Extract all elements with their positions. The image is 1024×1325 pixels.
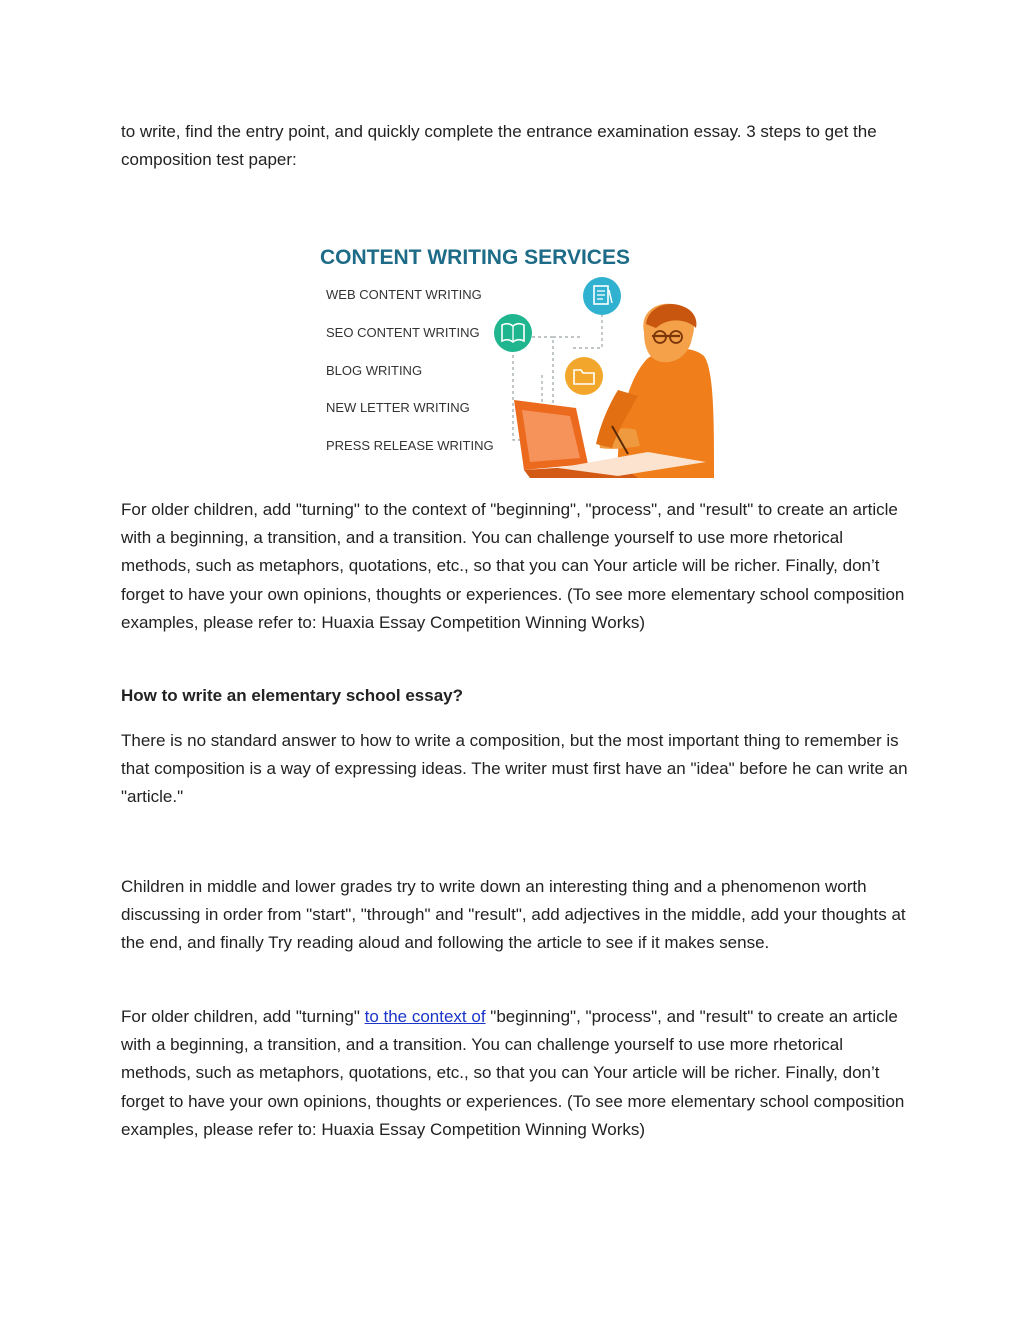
body-paragraph-middle-grades: Children in middle and lower grades try to write down an interesting thing and a phenomenon worth discussing in order from "start", "through" and "result", add adjectives in the middle, add your thoughts at the end, and finally Try reading aloud and following the article to see if it makes sense. xyxy=(121,877,906,953)
paragraph-text-end: "beginning", "process", and "result" to create an article with a beginning, a transition, and a transition. You can challenge yourself to use more rhetorical methods, such as metaphors, quotations, etc., so that you can Your article will be richer. Finally, don’t forget to have your own opinions, thoughts or experiences. (To see more elementary school composition examples, please refer to: Huaxia Essay Competition Winning Works) xyxy=(121,1007,905,1139)
context-link[interactable]: to the context of xyxy=(364,1007,486,1026)
service-item: SEO CONTENT WRITING xyxy=(326,325,480,340)
service-item: BLOG WRITING xyxy=(326,363,423,378)
body-paragraph-standard-answer: There is no standard answer to how to write a composition, but the most important thing to remember is that composition is a way of expressing ideas. The writer must first have an "idea" before he can write an "article." xyxy=(121,731,908,807)
book-icon xyxy=(494,314,532,352)
intro-paragraph: to write, find the entry point, and quickly complete the entrance examination essay. 3 steps to get the composition test paper: xyxy=(121,122,877,170)
service-item: NEW LETTER WRITING xyxy=(326,400,470,415)
service-item: WEB CONTENT WRITING xyxy=(326,287,482,302)
content-writing-services-image xyxy=(318,240,714,478)
image-heading: CONTENT WRITING SERVICES xyxy=(320,246,630,269)
paragraph-text-start: For older children, add "turning" xyxy=(121,1007,365,1026)
folder-icon xyxy=(565,357,603,395)
body-paragraph-older-children: For older children, add "turning" to the context of "beginning", "process", and "result" to create an article with a beginning, a transition, and a transition. You can challenge yourself to use more rhetorical methods, such as metaphors, quotations, etc., so that you can Your article will be richer. Finally, don’t forget to have your own opinions, thoughts or experiences. (To see more elementary school composition examples, please refer to: Huaxia Essay Competition Winning Works) xyxy=(121,500,905,632)
body-paragraph-older-children-linked xyxy=(121,1003,911,1144)
document-icon xyxy=(583,277,621,315)
service-item: PRESS RELEASE WRITING xyxy=(326,438,494,453)
section-heading: How to write an elementary school essay? xyxy=(121,686,464,705)
